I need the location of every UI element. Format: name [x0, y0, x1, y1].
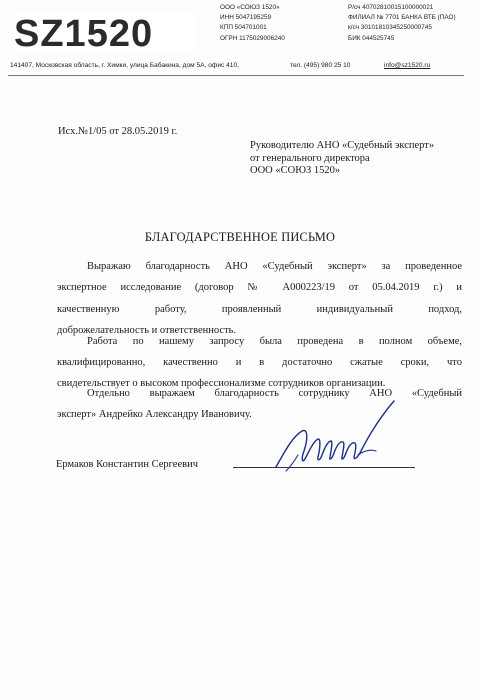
text-line: квалифицированно, качественно и в достаточно сжатые сроки, что	[57, 357, 462, 368]
req-account: Р/сч 40702810015100000021	[348, 4, 434, 11]
contact-line	[0, 62, 480, 74]
addressee-block	[250, 140, 434, 178]
logo-text: SZ1520	[14, 13, 154, 52]
text-line: качественную работу, проявленный индивидуальный подход,	[57, 303, 462, 315]
req-inn: ИНН 5047195259	[220, 14, 272, 22]
company-phone: тел. (495) 980 25 10	[290, 62, 351, 69]
requisites-right	[348, 3, 456, 44]
req-ogrn: ОГРН 1175029006240	[220, 34, 285, 42]
document-title: БЛАГОДАРСТВЕННОЕ ПИСЬМО	[144, 230, 336, 244]
paragraph-gratitude	[57, 256, 462, 342]
addressee-line: Руководителю АНО «Судебный эксперт»	[250, 140, 435, 151]
text-line: эксперт» Андрейко Александру Ивановичу.	[57, 409, 252, 420]
req-kpp: КПП 504701001	[220, 24, 267, 32]
outgoing-reference: Исх.№1/05 от 28.05.2019 г.	[58, 126, 178, 137]
requisites-left	[220, 3, 285, 44]
header-divider	[8, 75, 464, 76]
text-line: Выражаю благодарность АНО «Судебный эксперт» за проведенное	[87, 261, 462, 272]
req-company: ООО «СОЮЗ 1520»	[220, 4, 280, 11]
signer-name: Ермаков Константин Сергеевич	[56, 459, 198, 470]
req-bank: ФИЛИАЛ № 7701 БАНКА ВТБ (ПАО)	[348, 14, 456, 22]
req-bik: БИК 044525745	[348, 34, 395, 42]
text-line: Отдельно выражаем благодарность сотруднику АНО «Судебный	[87, 388, 462, 399]
addressee-line: от генерального директора	[250, 152, 370, 164]
text-line: доброжелательность и ответственность.	[57, 325, 237, 337]
handwritten-signature	[258, 395, 408, 475]
company-address: 141407, Московская область, г. Химки, улица Бабакина, дом 5А, офис 410,	[10, 62, 239, 69]
company-email-link[interactable]: info@sz1520.ru	[384, 62, 431, 69]
text-line: экспертное исследование (договор № А000223/19 от 05.04.2019 г.) и	[57, 282, 462, 294]
text-line: Работа по нашему запросу была проведена в полном объеме,	[87, 336, 462, 347]
company-logo	[14, 12, 196, 52]
addressee-line: ООО «СОЮЗ 1520»	[250, 165, 341, 176]
req-corr-account: к/сч 30101810345250000745	[348, 24, 432, 32]
text-line: свидетельствует о высоком профессионализме сотрудников организации.	[57, 378, 386, 389]
